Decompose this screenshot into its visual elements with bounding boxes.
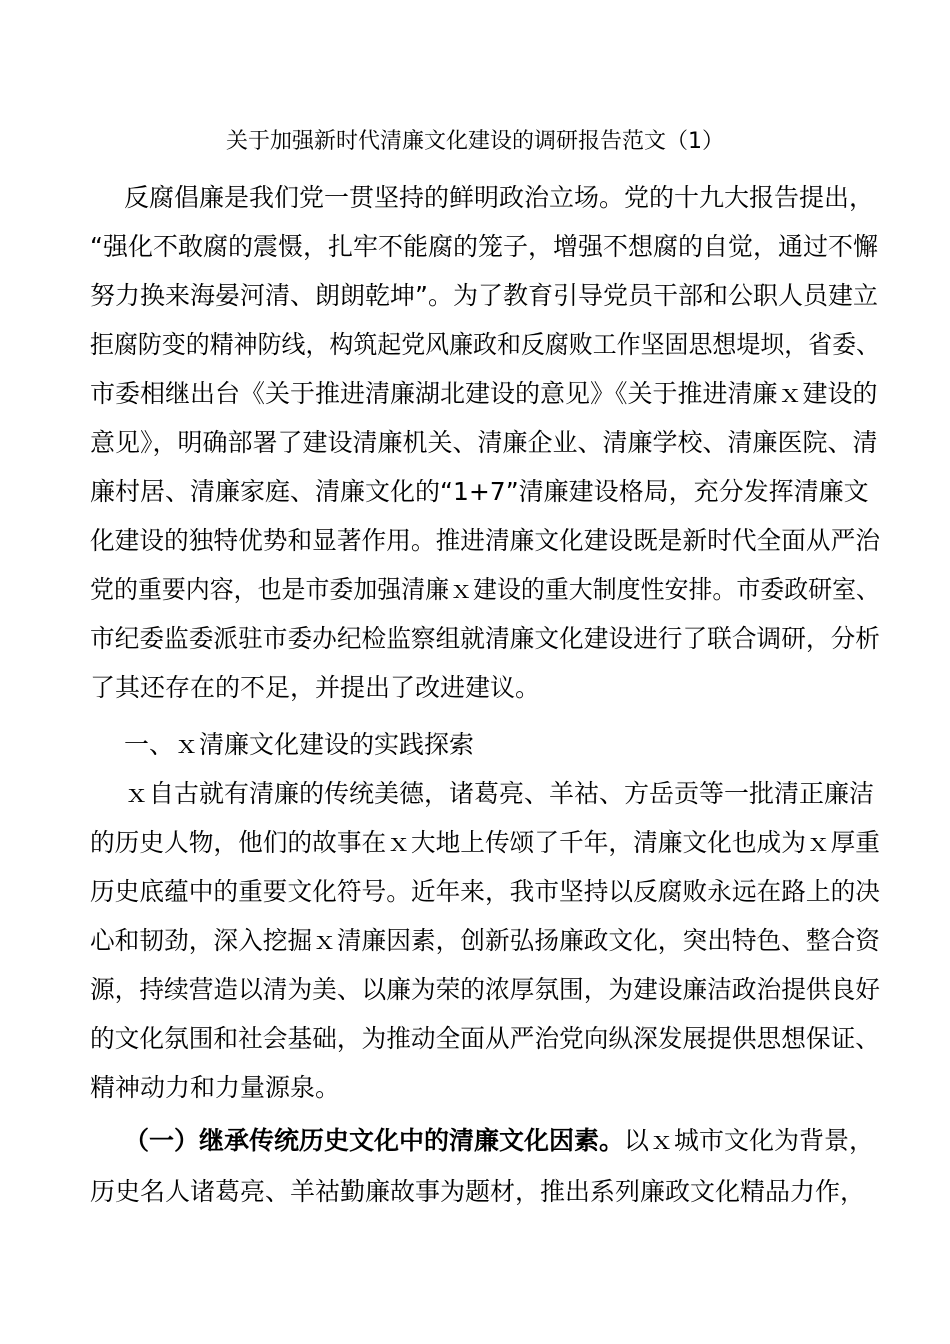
paragraph-line-text: 源，持续营造以清为美、以廉为荣的浓厚氛围，为建设廉洁政治提供良好 [90,975,880,1004]
paragraph-line [90,472,880,512]
paragraph-line-text: 市纪委监委派驻市委办纪检监察组就清廉文化建设进行了联合调研，分析 [90,624,880,653]
paragraph-line [90,1121,914,1161]
paragraph-line [90,1068,880,1108]
section-heading [90,725,914,765]
paragraph-text: 以ｘ城市文化为背景， [624,1126,875,1155]
subsection-heading: （一）继承传统历史文化中的清廉文化因素。 [124,1126,625,1155]
paragraph-line-text: 化建设的独特优势和显著作用。推进清廉文化建设既是新时代全面从严治 [90,526,880,555]
paragraph-line-text: ｘ自古就有清廉的传统美德，诸葛亮、羊祜、方岳贡等一批清正廉洁 [124,779,875,808]
document-title [0,124,950,160]
paragraph-line-text: 心和韧劲，深入挖掘ｘ清廉因素，创新弘扬廉政文化，突出特色、整合资 [90,926,880,955]
paragraph-line-text: 努力换来海晏河清、朗朗乾坤”。为了教育引导党员干部和公职人员建立 [90,281,878,310]
paragraph-line-text: 市委相继出台《关于推进清廉湖北建设的意见》《关于推进清廉ｘ建设的 [90,379,878,408]
paragraph-line [90,227,880,267]
paragraph-line-text: 意见》，明确部署了建设清廉机关、清廉企业、清廉学校、清廉医院、清 [90,428,878,457]
paragraph-line [90,374,880,414]
paragraph-line [90,178,914,218]
paragraph-line-text [124,1121,874,1161]
section-heading-text: 一、ｘ清廉文化建设的实践探索 [124,730,475,759]
document-title-text: 关于加强新时代清廉文化建设的调研报告范文（1） [226,129,724,154]
paragraph-line-text: 了其还存在的不足，并提出了改进建议。 [90,673,541,702]
paragraph-line [90,970,880,1010]
paragraph-line-text: 的历史人物，他们的故事在ｘ大地上传颂了千年，清廉文化也成为ｘ厚重 [90,828,880,857]
paragraph-line-text: 的文化氛围和社会基础，为推动全面从严治党向纵深发展提供思想保证、 [90,1024,880,1053]
paragraph-line-text: 历史底蕴中的重要文化符号。近年来，我市坚持以反腐败永远在路上的决 [90,877,880,906]
paragraph-line [90,1019,880,1059]
paragraph-line [90,1172,880,1212]
paragraph-line [90,423,880,463]
paragraph-line-text: 廉村居、清廉家庭、清廉文化的“1+7”清廉建设格局，充分发挥清廉文 [90,477,869,506]
paragraph-line [90,325,880,365]
paragraph-line [90,619,880,659]
paragraph-line [90,570,880,610]
paragraph-line-text: 反腐倡廉是我们党一贯坚持的鲜明政治立场。党的十九大报告提出， [124,183,875,212]
paragraph-line [90,872,880,912]
paragraph-line [90,921,880,961]
paragraph-line [90,774,914,814]
paragraph-line-text: 精神动力和力量源泉。 [90,1073,341,1102]
paragraph-line [90,668,880,708]
paragraph-line-text: “强化不敢腐的震慑，扎牢不能腐的笼子，增强不想腐的自觉，通过不懈 [90,232,878,261]
paragraph-line-text: 党的重要内容，也是市委加强清廉ｘ建设的重大制度性安排。市委政研室、 [90,575,880,604]
paragraph-line [90,276,880,316]
paragraph-line-text: 历史名人诸葛亮、羊祜勤廉故事为题材，推出系列廉政文化精品力作， [90,1177,866,1206]
paragraph-line [90,521,880,561]
paragraph-line [90,823,880,863]
paragraph-line-text: 拒腐防变的精神防线，构筑起党风廉政和反腐败工作坚固思想堤坝，省委、 [90,330,880,359]
